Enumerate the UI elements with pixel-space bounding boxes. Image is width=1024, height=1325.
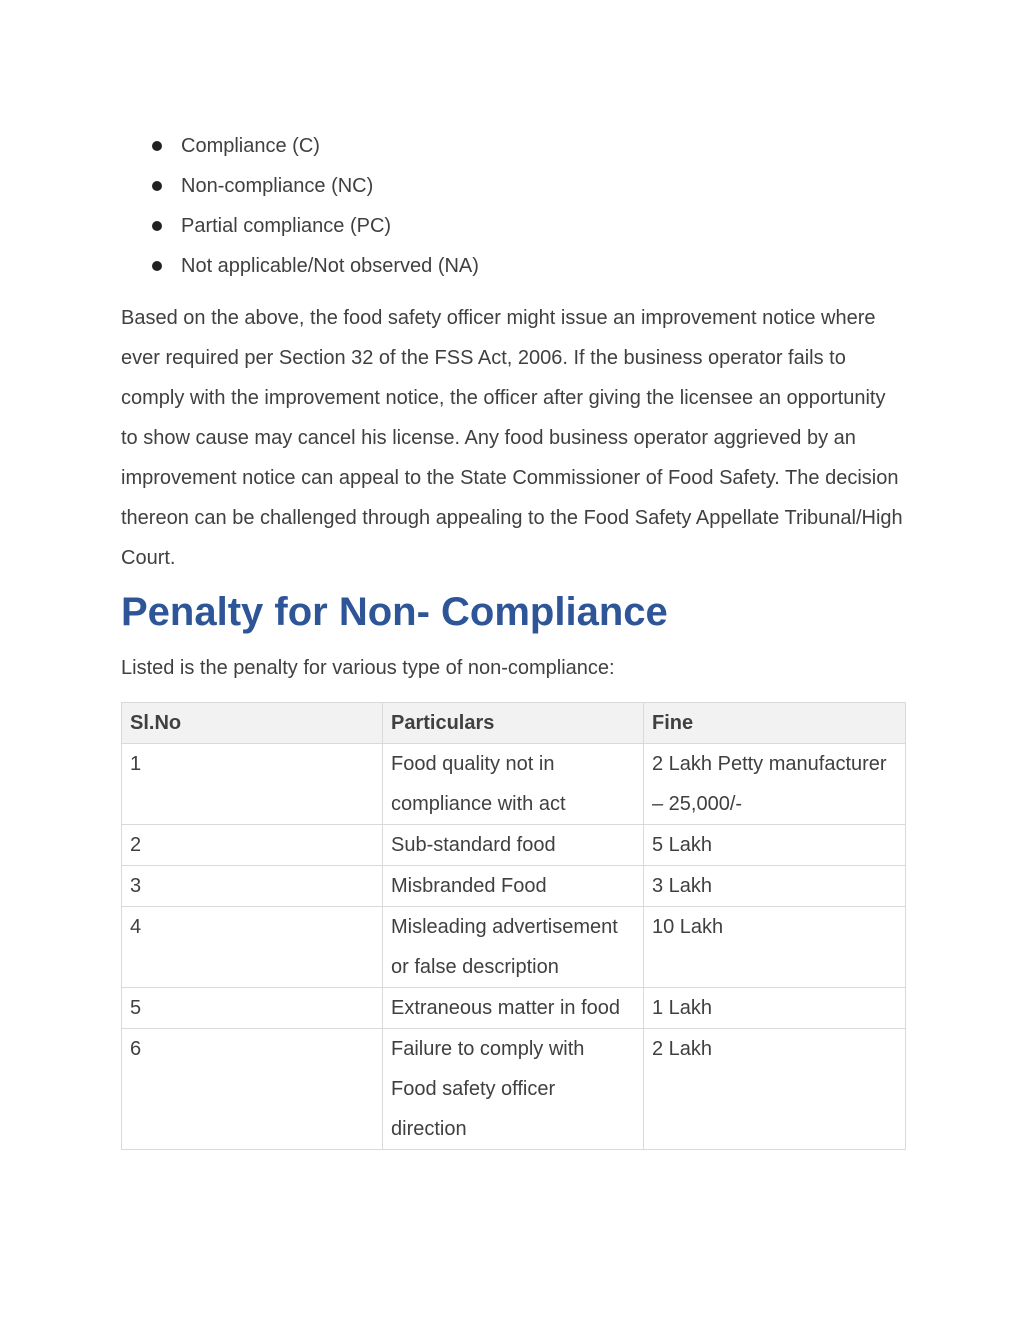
column-header-slno: Sl.No: [122, 703, 383, 744]
cell-fine: 2 Lakh Petty manufacturer – 25,000/-: [644, 744, 906, 825]
document-page: [121, 126, 905, 1150]
list-item-text: Not applicable/Not observed (NA): [181, 255, 479, 277]
bullet-icon: [152, 141, 162, 151]
table-row: [122, 907, 906, 988]
cell-fine: 10 Lakh: [644, 907, 906, 988]
cell-particulars: Failure to comply with Food safety officer direction: [383, 1029, 644, 1150]
column-header-particulars: Particulars: [383, 703, 644, 744]
table-header-row: [122, 703, 906, 744]
list-item: [121, 206, 905, 246]
table-intro: Listed is the penalty for various type of non-compliance:: [121, 657, 615, 679]
section-heading: Penalty for Non- Compliance: [121, 590, 668, 634]
table-row: [122, 1029, 906, 1150]
cell-particulars: Food quality not in compliance with act: [383, 744, 644, 825]
cell-slno: 3: [122, 866, 383, 907]
penalty-table: [121, 702, 906, 1150]
compliance-category-list: [121, 126, 905, 286]
cell-slno: 2: [122, 825, 383, 866]
cell-particulars: Misbranded Food: [383, 866, 644, 907]
cell-fine: 3 Lakh: [644, 866, 906, 907]
cell-slno: 6: [122, 1029, 383, 1150]
bullet-icon: [152, 261, 162, 271]
bullet-icon: [152, 221, 162, 231]
cell-fine: 5 Lakh: [644, 825, 906, 866]
cell-slno: 1: [122, 744, 383, 825]
table-row: [122, 825, 906, 866]
cell-fine: 1 Lakh: [644, 988, 906, 1029]
table-row: [122, 866, 906, 907]
body-paragraph: Based on the above, the food safety officer might issue an improvement notice where ever required per Section 32 of the FSS Act, 2006. If the business operator fails to comply with the improvement notice, the officer after giving the licensee an opportunity to show cause may cancel his license. Any food business operator aggrieved by an improvement notice can appeal to the State Commissioner of Food Safety. The decision thereon can be challenged through appealing to the Food Safety Appellate Tribunal/High Court.: [121, 307, 903, 569]
column-header-fine: Fine: [644, 703, 906, 744]
list-item-text: Partial compliance (PC): [181, 215, 392, 237]
list-item: [121, 126, 905, 166]
cell-slno: 4: [122, 907, 383, 988]
bullet-icon: [152, 181, 162, 191]
table-row: [122, 744, 906, 825]
cell-slno: 5: [122, 988, 383, 1029]
table-row: [122, 988, 906, 1029]
cell-particulars: Extraneous matter in food: [383, 988, 644, 1029]
cell-particulars: Misleading advertisement or false description: [383, 907, 644, 988]
list-item: [121, 246, 905, 286]
cell-particulars: Sub-standard food: [383, 825, 644, 866]
list-item-text: Non-compliance (NC): [181, 175, 374, 197]
cell-fine: 2 Lakh: [644, 1029, 906, 1150]
list-item-text: Compliance (C): [181, 135, 320, 157]
list-item: [121, 166, 905, 206]
